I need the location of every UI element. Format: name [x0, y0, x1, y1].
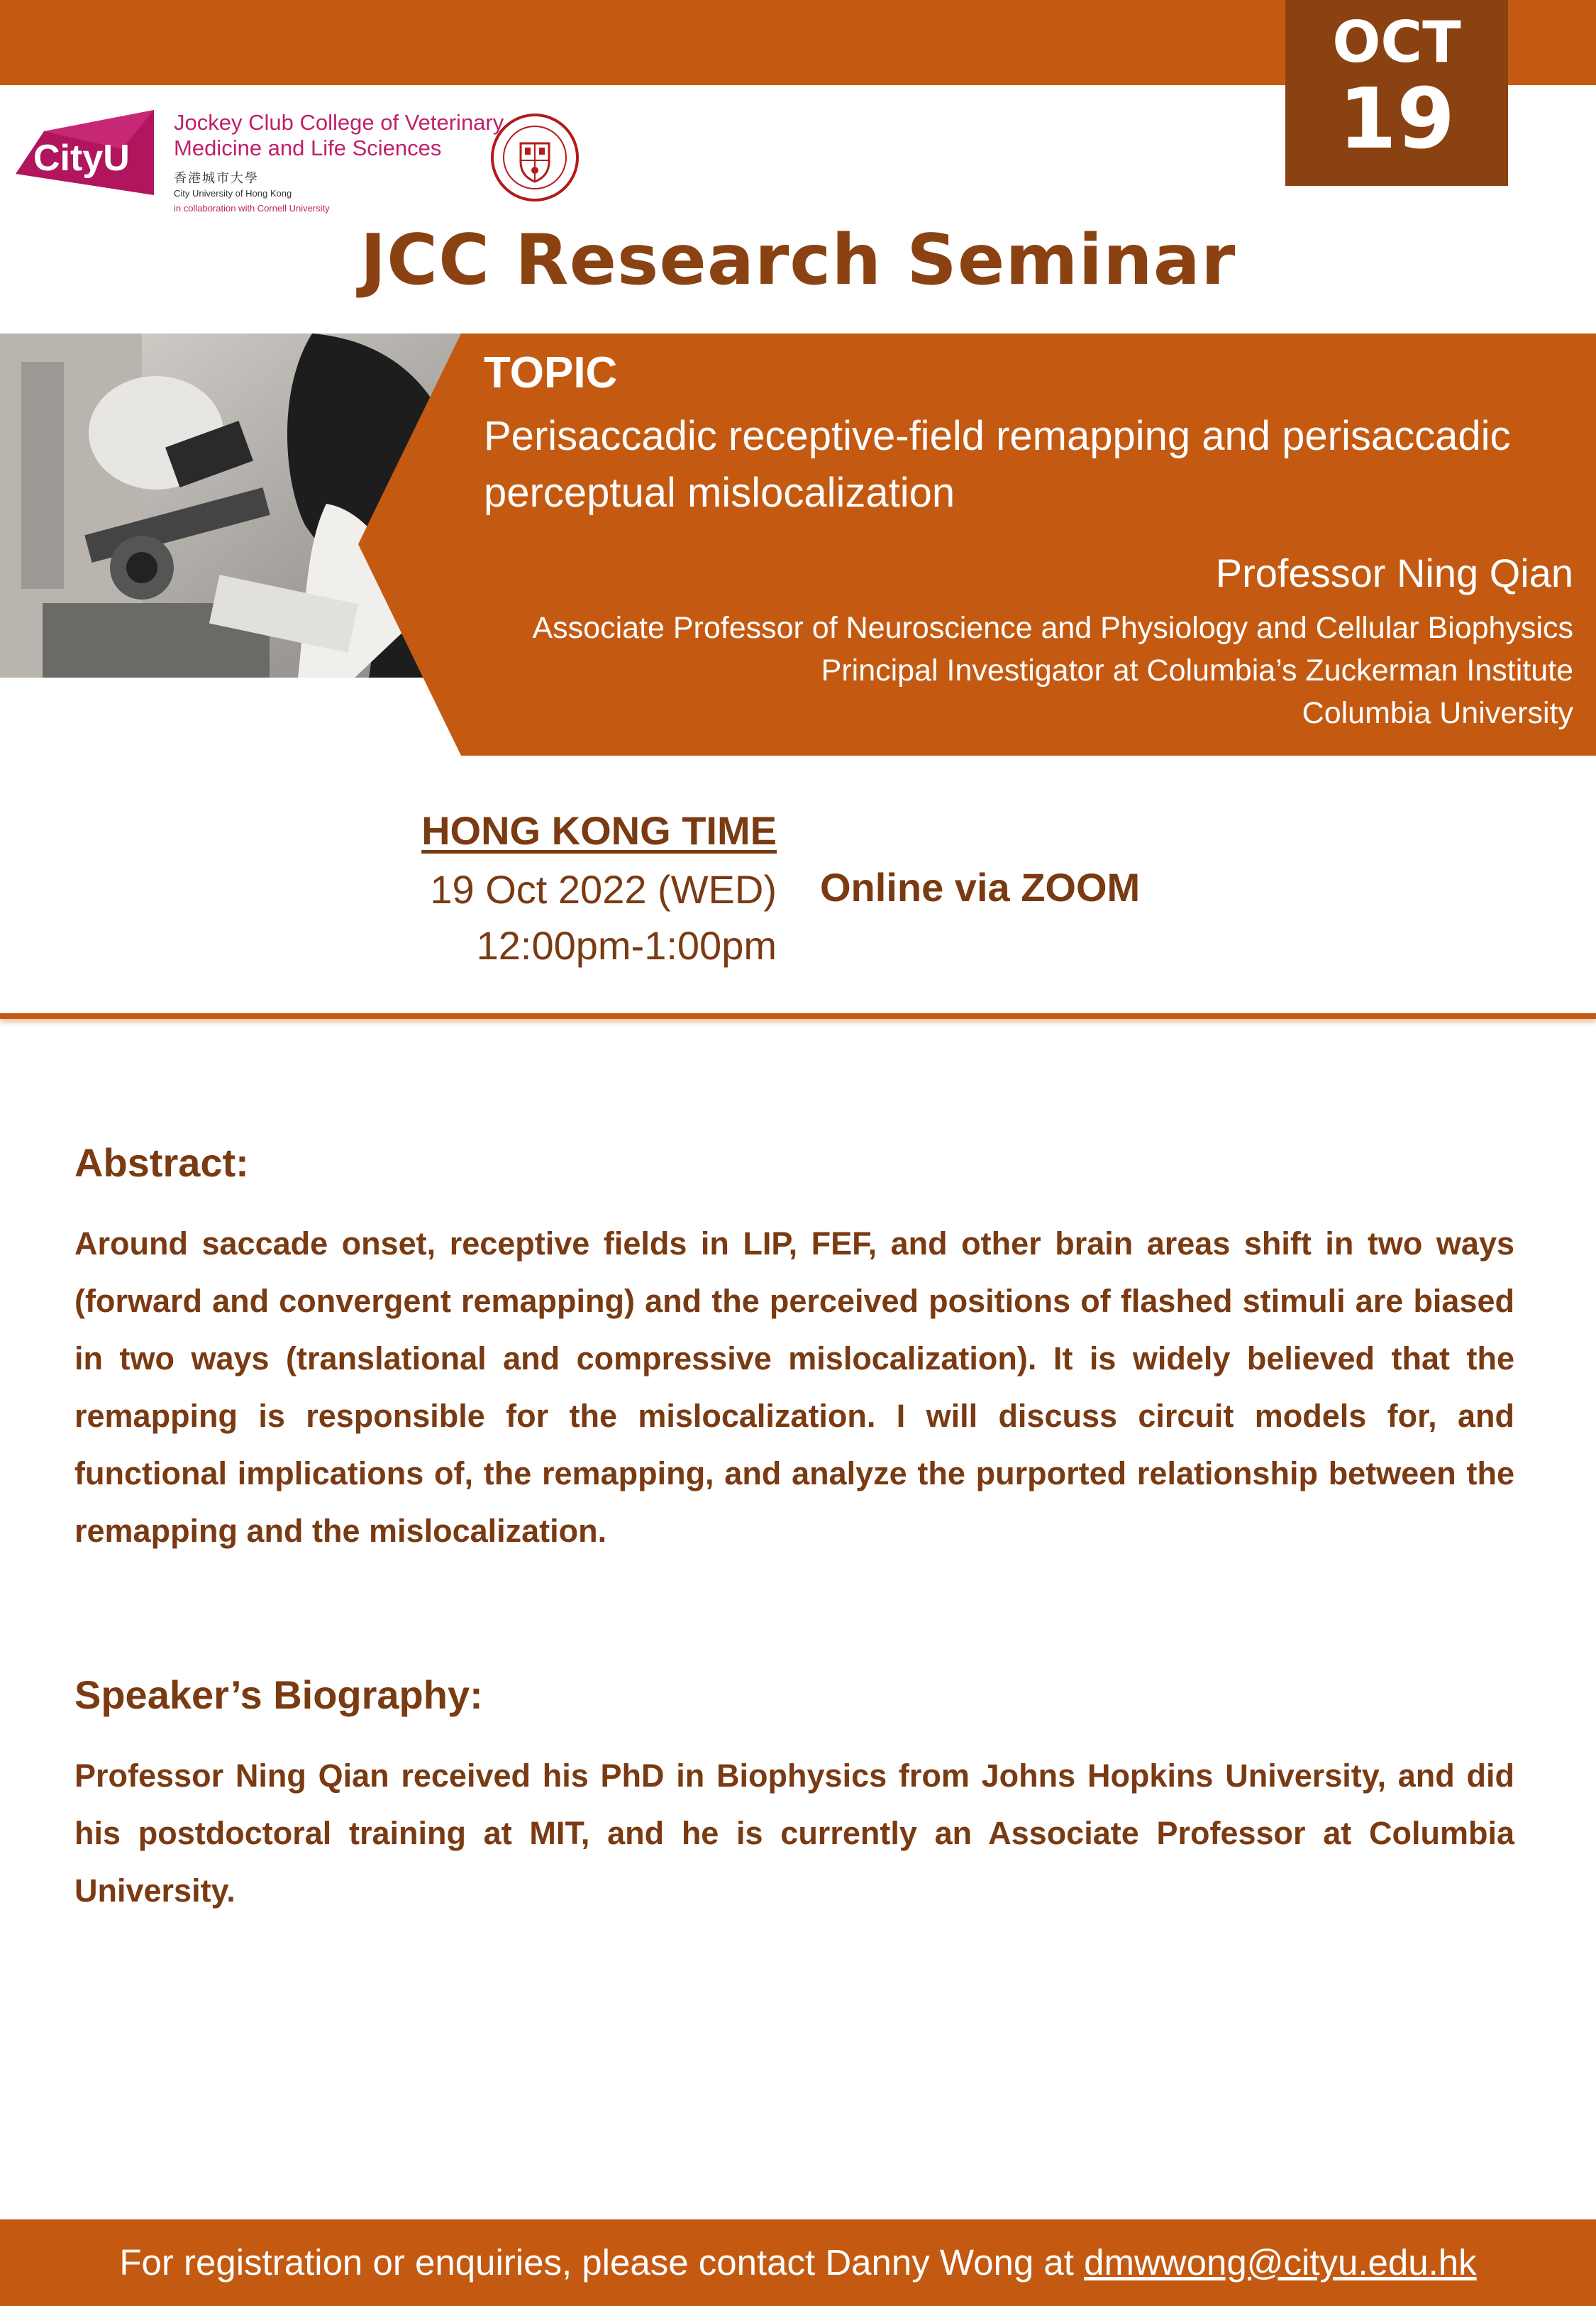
speaker-name: Professor Ning Qian	[1215, 551, 1573, 595]
speaker-affiliation-line: Principal Investigator at Columbia’s Zuckerman Institute	[821, 653, 1573, 688]
section-divider	[0, 1013, 1596, 1019]
schedule-block	[397, 807, 777, 969]
speaker-affiliations	[438, 607, 1573, 734]
date-badge-day: 19	[1338, 70, 1456, 167]
cityu-logo	[16, 106, 161, 199]
footer-bar	[0, 2219, 1596, 2306]
topic-title: Perisaccadic receptive-field remapping and perisaccadic perceptual mislocalization	[484, 413, 1511, 516]
biography-heading: Speaker’s Biography:	[74, 1672, 483, 1717]
university-chinese-name: 香港城市大學	[174, 171, 259, 185]
time-zone-label: HONG KONG TIME	[421, 808, 777, 853]
speaker-affiliation-line: Associate Professor of Neuroscience and Physiology and Cellular Biophysics	[532, 611, 1573, 645]
speaker-affiliation-line: Columbia University	[1302, 696, 1573, 730]
event-venue: Online via ZOOM	[820, 865, 1141, 910]
college-name-line1: Jockey Club College of Veterinary	[174, 110, 504, 135]
abstract-heading: Abstract:	[74, 1140, 249, 1185]
cornell-seal-icon	[489, 112, 580, 203]
footer-contact-text: For registration or enquiries, please contact Danny Wong at	[119, 2242, 1085, 2283]
college-logo-text	[174, 110, 507, 214]
topic-label: TOPIC	[484, 348, 618, 397]
university-name: City University of Hong Kong	[174, 188, 292, 199]
seminar-title: JCC Research Seminar	[360, 220, 1236, 301]
collaboration-note: in collaboration with Cornell University	[174, 203, 330, 214]
college-name-line2: Medicine and Life Sciences	[174, 136, 442, 160]
event-date: 19 Oct 2022 (WED)	[430, 867, 777, 912]
contact-email-link[interactable]: dmwwong@cityu.edu.hk	[1084, 2242, 1477, 2283]
event-time: 12:00pm-1:00pm	[476, 923, 777, 968]
date-badge-month: OCT	[1332, 9, 1461, 75]
abstract-body: Around saccade onset, receptive fields in LIP, FEF, and other brain areas shift in two ways (forward and convergent remapping) and the perceived positions of flashed stimuli are biased in two ways (translational and compressive mislocalization). It is widely believed that the remapping is responsible for the mislocalization. I will discuss circuit models for, and functional implications of, the remapping, and analyze the purported relationship between the remapping and the mislocalization.	[74, 1225, 1514, 1549]
cityu-logo-text: CityU	[33, 138, 130, 179]
biography-body: Professor Ning Qian received his PhD in Biophysics from Johns Hopkins University, and did his postdoctoral training at MIT, and he is currently an Associate Professor at Columbia University.	[74, 1758, 1514, 1909]
date-badge	[1285, 0, 1508, 186]
